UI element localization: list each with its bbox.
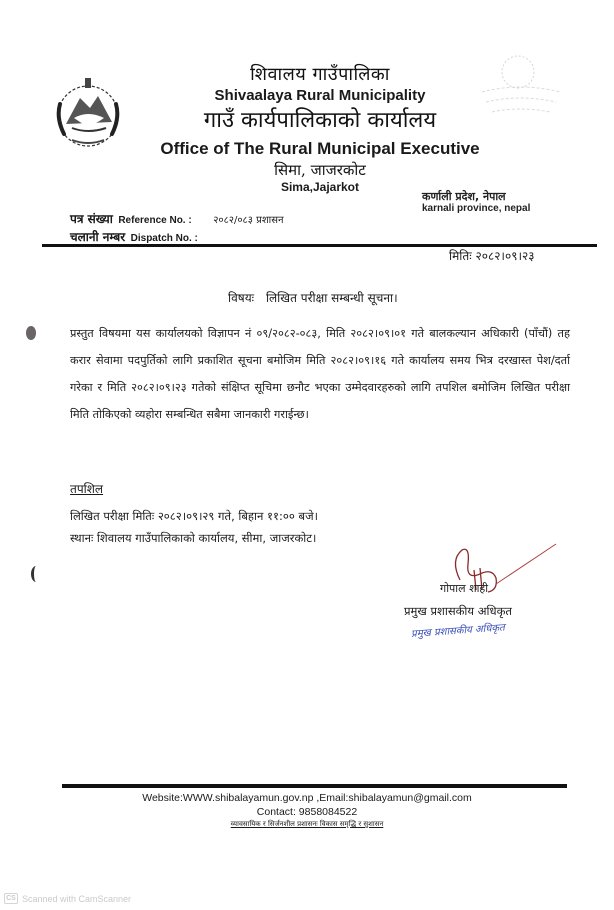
letter-date: मितिः २०८२।०९।२३: [449, 249, 535, 263]
signatory-title: प्रमुख प्रशासकीय अधिकृत: [404, 604, 512, 618]
office-name-english: Office of The Rural Municipal Executive: [160, 139, 480, 158]
exam-date-line: लिखित परीक्षा मितिः २०८२।०९।२९ गते, बिहान ११:०० बजे।: [70, 509, 318, 523]
camscanner-text: Scanned with CamScanner: [22, 893, 132, 904]
exam-venue-line: स्थानः शिवालय गाउँपालिकाको कार्यालय, सीमा, जाजरकोट।: [70, 531, 317, 545]
province-nepali: कर्णाली प्रदेश, नेपाल: [422, 190, 506, 203]
footer-divider: [62, 784, 567, 788]
province-english: karnali province, nepal: [422, 203, 531, 214]
subject-text: लिखित परीक्षा सम्बन्धी सूचना।: [265, 291, 398, 305]
reference-number-row: [70, 210, 284, 227]
municipality-name-english: Shivaalaya Rural Municipality: [214, 87, 426, 104]
dispatch-label-nepali: चलानी नम्बर: [70, 230, 126, 244]
location-english: Sima,Jajarkot: [280, 180, 360, 194]
footer-slogan: व्यावसायिक र सिर्जनशील प्रशासनः विकास समृद्धि र सुशासन: [230, 820, 384, 828]
designation-stamp: प्रमुख प्रशासकीय अधिकृत: [410, 622, 506, 640]
municipality-name-nepali: शिवालय गाउँपालिका: [250, 64, 390, 85]
location-nepali: सिमा, जाजरकोट: [274, 161, 366, 179]
camscanner-watermark: [4, 893, 131, 904]
subject-label: विषयः: [228, 291, 255, 305]
details-heading: तपशिल: [70, 482, 104, 496]
subject-line: [228, 289, 398, 306]
dispatch-number-row: [70, 228, 216, 245]
dispatch-label-english: Dispatch No. :: [130, 233, 198, 244]
reference-label-nepali: पत्र संख्या: [70, 212, 113, 226]
office-name-nepali: गाउँ कार्यपालिकाको कार्यालय: [203, 108, 437, 133]
punch-hole-mark: [31, 566, 41, 582]
footer-website-email: Website:WWW.shibalayamun.gov.np ,Email:shibalayamun@gmail.com: [142, 792, 472, 804]
signatory-name: गोपाल शाही: [440, 582, 489, 595]
footer-contact: Contact: 9858084522: [256, 806, 358, 818]
camscanner-logo-icon: CS: [4, 893, 18, 904]
reference-value: २०८२/०८३ प्रशासन: [213, 215, 284, 226]
notice-body-paragraph: प्रस्तुत विषयमा यस कार्यालयको विज्ञापन नं ०९/२०८२-०८३, मिति २०८२।०९।०१ गते बालकल्यान अधिकारी (पाँचौं) तह करार सेवामा पदपुर्तिको लागि प्रकाशित सूचना बमोजिम मिति २०८२।०९।१६ गते कार्यालय समय भित्र दरखास्त पेश/दर्ता गरेका र मिति २०८२।०९।२३ गतेको संक्षिप्त सूचिमा छनौट भएका उम्मेदवारहरुको लागि तपशिल बमोजिम लिखित परीक्षा मिति तोकिएको व्यहोरा सम्बन्धित सबैमा जानकारी गराईन्छ।: [70, 327, 570, 421]
reference-label-english: Reference No. :: [118, 215, 192, 226]
punch-hole-mark: [26, 326, 36, 340]
